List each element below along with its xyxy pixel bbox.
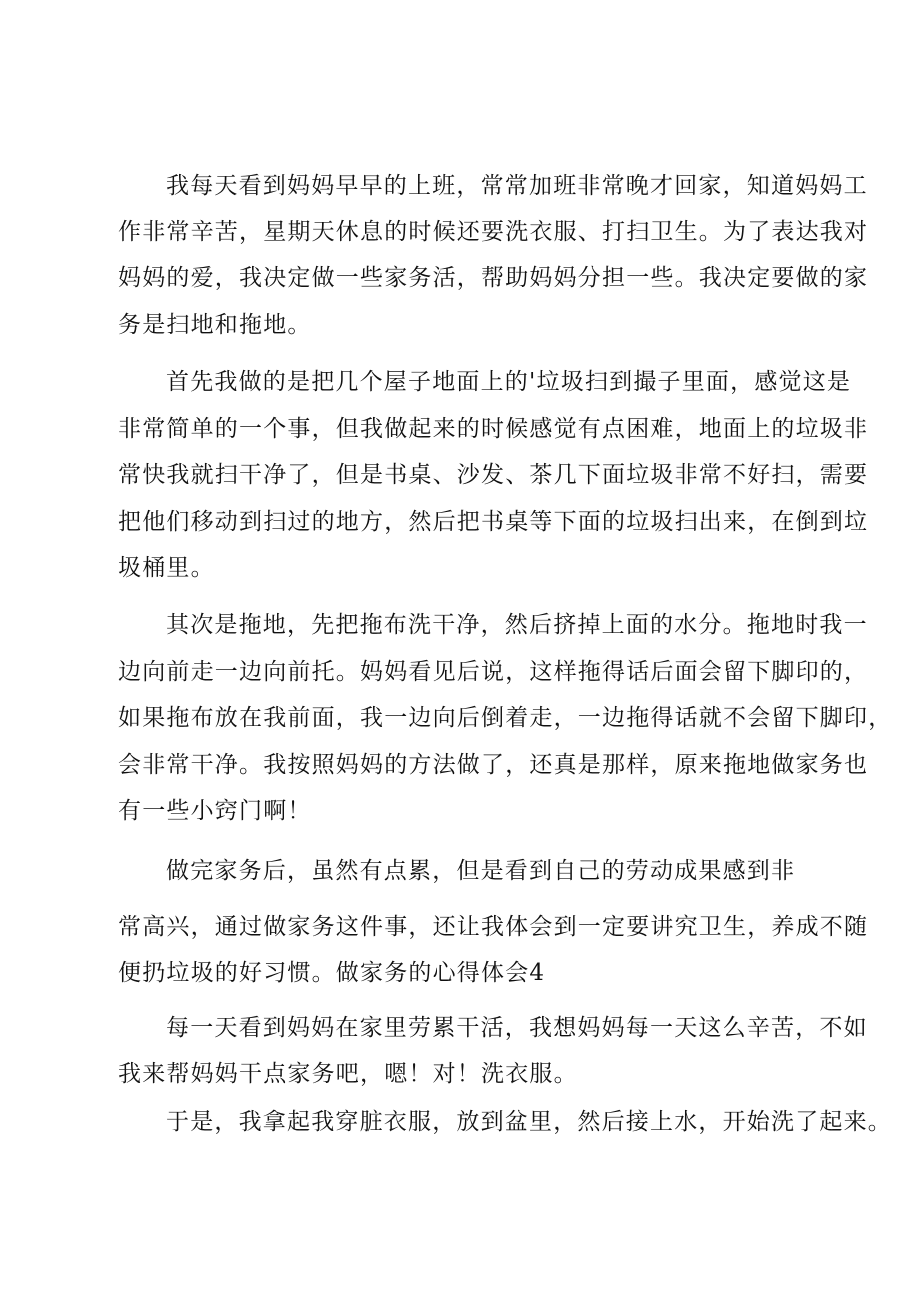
paragraph-1-line-1: 我每天看到妈妈早早的上班，常常加班非常晚才回家，知道妈妈工 xyxy=(166,173,868,199)
paragraph-2-line-3: 常快我就扫干净了，但是书桌、沙发、茶几下面垃圾非常不好扫，需要 xyxy=(118,462,869,488)
paragraph-3-line-5: 有一些小窍门啊！ xyxy=(118,798,312,824)
paragraph-5-line-2: 我来帮妈妈干点家务吧，嗯！对！洗衣服。 xyxy=(118,1061,578,1087)
paragraph-4-line-2: 常高兴，通过做家务这件事，还让我体会到一定要讲究卫生，养成不随 xyxy=(118,914,869,940)
paragraph-2-line-1: 首先我做的是把几个屋子地面上的'垃圾扫到撮子里面，感觉这是 xyxy=(166,369,852,395)
paragraph-5-line-1: 每一天看到妈妈在家里劳累干活，我想妈妈每一天这么辛苦，不如 xyxy=(166,1015,868,1041)
paragraph-1-line-4: 务是扫地和拖地。 xyxy=(118,312,312,338)
paragraph-4-line-3: 便扔垃圾的好习惯。做家务的心得体会4 xyxy=(118,960,546,986)
paragraph-3-line-4: 会非常干净。我按照妈妈的方法做了，还真是那样，原来拖地做家务也 xyxy=(118,752,869,778)
paragraph-3-line-1: 其次是拖地，先把拖布洗干净，然后挤掉上面的水分。拖地时我一 xyxy=(166,612,868,638)
paragraph-2-line-2: 非常简单的一个事，但我做起来的时候感觉有点困难，地面上的垃圾非 xyxy=(118,416,869,442)
paragraph-2-line-4: 把他们移动到扫过的地方，然后把书桌等下面的垃圾扫出来，在倒到垃 xyxy=(118,509,869,535)
paragraph-6-line-1: 于是，我拿起我穿脏衣服，放到盆里，然后接上水，开始洗了起来。 xyxy=(166,1109,892,1135)
paragraph-4-line-1: 做完家务后，虽然有点累，但是看到自己的劳动成果感到非 xyxy=(166,858,796,884)
paragraph-3-line-3: 如果拖布放在我前面，我一边向后倒着走，一边拖得话就不会留下脚印， xyxy=(118,705,893,731)
paragraph-1-line-2: 作非常辛苦，星期天休息的时候还要洗衣服、打扫卫生。为了表达我对 xyxy=(118,219,869,245)
paragraph-3-line-2: 边向前走一边向前托。妈妈看见后说，这样拖得话后面会留下脚印的， xyxy=(118,659,869,685)
paragraph-1-line-3: 妈妈的爱，我决定做一些家务活，帮助妈妈分担一些。我决定要做的家 xyxy=(118,265,869,291)
paragraph-2-line-5: 圾桶里。 xyxy=(118,555,215,581)
